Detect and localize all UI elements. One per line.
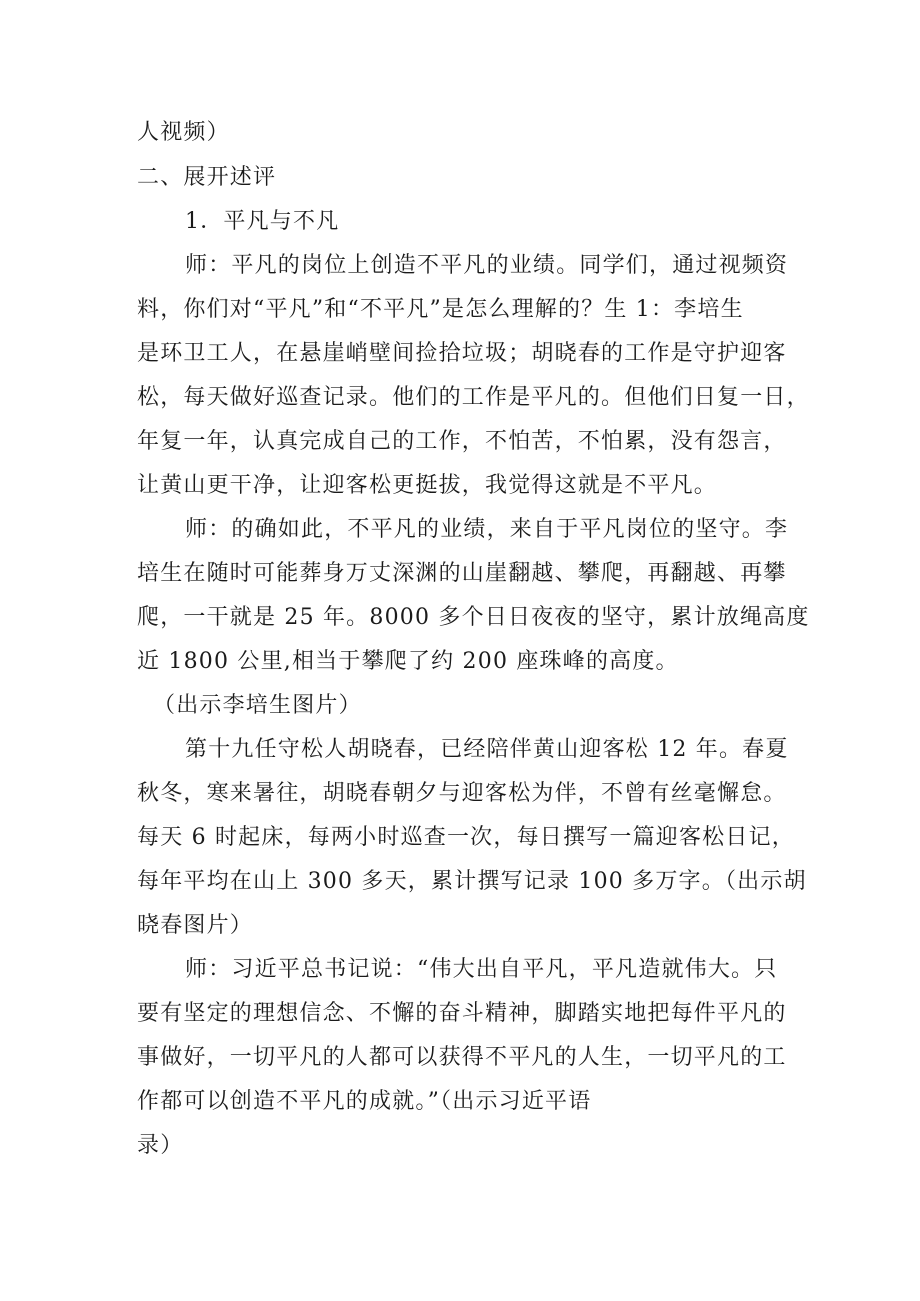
text-line: 人视频） [137,120,230,145]
text-line: （出示李培生图片） [153,693,362,718]
text-line: 松，每天做好巡查记录。他们的工作是平凡的。但他们日复一日， [137,385,810,410]
text-line: 培生在随时可能葬身万丈深渊的山崖翻越、攀爬，再翻越、再攀 [137,561,787,586]
text-line: 第十九任守松人胡晓春，已经陪伴黄山迎客松 12 年。春夏 [185,737,789,762]
text-line: 录） [137,1133,184,1158]
text-line: 要有坚定的理想信念、不懈的奋斗精神，脚踏实地把每件平凡的 [137,1001,787,1026]
text-line: 师：平凡的岗位上创造不平凡的业绩。同学们，通过视频资 [185,253,789,278]
text-line: 是环卫工人，在悬崖峭壁间捡拾垃圾；胡晓春的工作是守护迎客 [137,341,787,366]
section-heading: 二、展开述评 [137,165,277,190]
text-line: 晓春图片） [137,913,254,938]
text-line: 秋冬，寒来暑往，胡晓春朝夕与迎客松为伴，不曾有丝毫懈怠。 [137,781,787,806]
text-line: 师：习近平总书记说：“伟大出自平凡，平凡造就伟大。只 [185,957,778,982]
text-line: 让黄山更干净，让迎客松更挺拔，我觉得这就是不平凡。 [137,473,718,498]
text-line: 每年平均在山上 300 多天，累计撰写记录 100 多万字。（出示胡 [137,869,807,894]
text-line: 料，你们对“平凡”和“不平凡”是怎么理解的？生 1：李培生 [137,297,744,322]
text-line: 师：的确如此，不平凡的业绩，来自于平凡岗位的坚守。李 [185,517,789,542]
text-line: 年复一年，认真完成自己的工作，不怕苦，不怕累，没有怨言， [137,429,787,454]
text-line: 事做好，一切平凡的人都可以获得不平凡的人生，一切平凡的工 [137,1045,787,1070]
text-line: 作都可以创造不平凡的成就。”（出示习近平语 [137,1089,592,1114]
subsection-heading: 1．平凡与不凡 [185,209,340,234]
text-line: 爬，一干就是 25 年。8000 多个日日夜夜的坚守，累计放绳高度 [137,605,810,630]
text-line: 近 1800 公里,相当于攀爬了约 200 座珠峰的高度。 [137,649,679,674]
text-line: 每天 6 时起床，每两小时巡查一次，每日撰写一篇迎客松日记， [137,825,795,850]
